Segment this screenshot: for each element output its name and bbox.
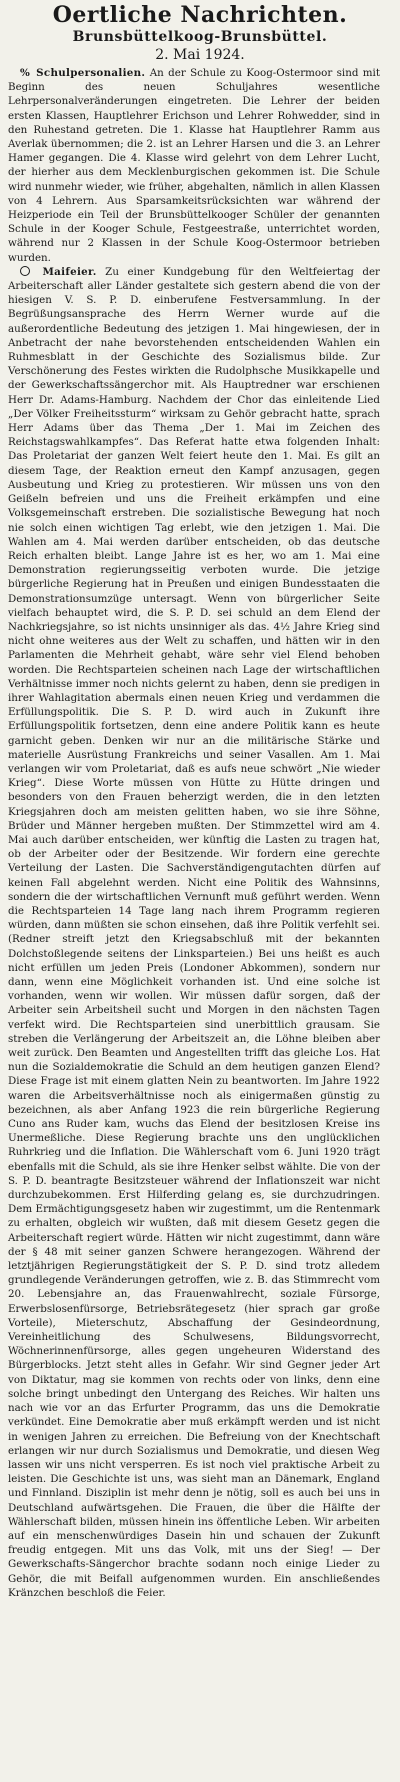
article-maifeier (8, 265, 380, 1600)
article-paragraph (8, 265, 380, 1600)
town-subheading: Brunsbüttelkoog-Brunsbüttel. (72, 29, 328, 45)
section-headline: Oertliche Nachrichten. (52, 2, 348, 28)
article-text: Zu einer Kundgebung für den Weltfeiertag der Arbeiterschaft aller Länder gestaltete sich gestern abend die von der hiesigen V. S. P. D. einberufene Festversammlung. In der Begrüßungsansprache des Herrn Werner wurde auf die außerordentliche Bedeutung des jetzigen 1. Mai hingewiesen, der in Anbetracht der nahe bevorstehenden entscheidenden Wahlen ein Ruhmesblatt in der Geschichte des Sozialismus bilde. Zur Verschönerung des Festes wirkten die Rudolphsche Musikkapelle und der Gewerkschaftssängerchor mit. Als Hauptredner war erschienen Herr Dr. Adams-Hamburg. Nachdem der Chor das einleitende Lied „Der Völker Freiheitssturm“ wirksam zu Gehör gebracht hatte, sprach Herr Adams über das Thema „Der 1. Mai im Zeichen des Reichstagswahlkampfes“. Das Referat hatte etwa folgenden Inhalt: Das Proletariat der ganzen Welt feiert heute den 1. Mai. Es gilt an diesem Tage, der Reaktion erneut den Kampf anzusagen, gegen Ausbeutung und Krieg zu protestieren. Wir müssen uns von den Geißeln befreien und uns die Freiheit erkämpfen und eine Volksgemeinschaft erstreben. Die sozialistische Bewegung hat noch nie solch einen wichtigen Tag erlebt, wie den jetzigen 1. Mai. Die Wahlen am 4. Mai werden darüber entscheiden, ob das deutsche Reich erhalten bleibt. Lange Jahre ist es her, wo am 1. Mai eine Demonstration regierungsseitig verboten wurde. Die jetzige bürgerliche Regierung hat in Preußen und einigen Bundesstaaten die Demonstrationsumzüge untersagt. Wenn von bürgerlicher Seite vielfach behauptet wird, die S. P. D. sei schuld an dem Elend der Nachkriegsjahre, so ist nichts unsinniger als das. 4½ Jahre Krieg sind nicht ohne weiteres aus der Welt zu schaffen, und hätten wir in den Parlamenten die Mehrheit gehabt, wäre sehr viel Elend behoben worden. Die Rechtsparteien scheinen nach Lage der wirtschaftlichen Verhältnisse immer noch nichts gelernt zu haben, denn sie predigen in ihrer Wahlagitation abermals einen neuen Krieg und verdammen die Erfüllungspolitik. Die S. P. D. wird auch in Zukunft ihre Erfüllungspolitik fortsetzen, denn eine andere Politik kann es heute garnicht geben. Denken wir nur an die militärische Stärke und materielle Ausrüstung Frankreichs und seiner Vasallen. Am 1. Mai verlangen wir vom Proletariat, daß es aufs neue schwört „Nie wieder Krieg“. Diese Worte müssen von Hütte zu Hütte dringen und besonders von den Frauen beherzigt werden, die in den letzten Kriegsjahren doch am meisten gelitten haben, wo sie ihre Söhne, Brüder und Männer hergeben mußten. Der Stimmzettel wird am 4. Mai auch darüber entscheiden, wer künftig die Lasten zu tragen hat, ob der Arbeiter oder der Besitzende. Wir fordern eine gerechte Verteilung der Lasten. Die Sachverständigengutachten dürfen auf keinen Fall abgelehnt werden. Nicht eine Politik des Wahnsinns, sondern die der wirtschaftlichen Vernunft muß geführt werden. Wenn die Rechtsparteien 14 Tage lang nach ihrem Programm regieren würden, dann müßten sie schon einsehen, daß ihre Politik verfehlt sei. (Redner streift jetzt den Kriegsabschluß mit der bekannten Dolchstoßlegende seitens der Linksparteien.) Bei uns heißt es auch nicht erfüllen um jeden Preis (Londoner Abkommen), sondern nur dann, wenn eine Möglichkeit vorhanden ist. Und eine solche ist vorhanden, wenn wir wollen. Wir müssen dafür sorgen, daß der Arbeiter sein Arbeitsheil sucht und Morgen in den nächsten Tagen verfekt wird. Die Rechtsparteien sind unerbittlich grausam. Sie streben die Verlängerung der Arbeitszeit an, die Löhne bleiben aber weit zurück. Den Beamten und Angestellten trifft das gleiche Los. Hat nun die Sozialdemokratie die Schuld an dem heutigen ganzen Elend? Diese Frage ist mit einem glatten Nein zu beantworten. Im Jahre 1922 waren die Arbeitsverhältnisse noch als einigermaßen günstig zu bezeichnen, als aber Anfang 1923 die rein bürgerliche Regierung Cuno ans Ruder kam, wuchs das Elend der besitzlosen Kreise ins Unermeßliche. Diese Regierung brachte uns den unglücklichen Ruhrkrieg und die Inflation. Die Wählerschaft vom 6. Juni 1920 trägt ebenfalls mit die Schuld, als sie ihre Henker selbst wählte. Die von der S. P. D. beantragte Besitzsteuer während der Inflationszeit war nicht durchzubekommen. Erst Hilferding gelang es, sie durchzudringen. Dem Ermächtigungsgesetz haben wir zugestimmt, um die Rentenmark zu erhalten, obgleich wir wußten, daß mit diesem Gesetz gegen die Arbeiterschaft regiert würde. Hätten wir nicht zugestimmt, dann wäre der § 48 mit seiner ganzen Schwere herangezogen. Während der letztjährigen Regierungstätigkeit der S. P. D. sind trotz alledem grundlegende Veränderungen getroffen, wie z. B. das Stimmrecht vom 20. Lebensjahre an, das Frauenwahlrecht, soziale Fürsorge, Erwerbslosenfürsorge, Betriebsrätegesetz (hier sprach gar große Vorteile), Mieterschutz, Abschaffung der Gesindeordnung, Vereinheitlichung des Schulwesens, Bildungsvorrecht, Wöchnerinnenfürsorge, alles gegen ungeheuren Widerstand des Bürgerblocks. Jetzt steht alles in Gefahr. Wir sind Gegner jeder Art von Diktatur, mag sie kommen von rechts oder von links, denn eine solche bringt unbedingt den Untergang des Reiches. Wir halten uns nach wie vor an das Erfurter Programm, das uns die Demokratie verkündet. Eine Demokratie aber muß erkämpft werden und ist nicht in wenigen Jahren zu erreichen. Die Befreiung von der Knechtschaft erlangen wir nur durch Sozialismus und Demokratie, und diesen Weg lassen wir uns nicht versperren. Es ist noch viel praktische Arbeit zu leisten. Die Geschichte ist uns, was sieht man an Dänemark, England und Finnland. Disziplin ist mehr denn je nötig, soll es auch bei uns in Deutschland aufwärtsgehen. Die Frauen, die über die Hälfte der Wählerschaft bilden, müssen hinein ins öffentliche Leben. Wir arbeiten auf ein menschenwürdiges Dasein hin und schauen der Zukunft freudig entgegen. Mit uns das Volk, mit uns der Sieg! — Der Gewerkschafts-Sängerchor brachte sodann noch einige Lieder zu Gehör, die mit Beifall aufgenommen wurden. Ein anschließendes Kränzchen beschloß die Feier. (8, 265, 380, 1599)
article-lead: Schulpersonalien. (36, 67, 146, 79)
section-header (0, 2, 400, 64)
issue-date: 2. Mai 1924. (155, 47, 245, 63)
circle-bullet-icon (20, 266, 30, 276)
article-lead: Maifeier. (42, 265, 97, 278)
article-marker: % (20, 67, 30, 79)
article-schulpersonalien (8, 66, 380, 265)
article-text: An der Schule zu Koog-Ostermoor sind mit Beginn des neuen Schuljahres wesentliche Lehrpersonalveränderungen eingetreten. Die Lehrer der beiden ersten Klassen, Hauptlehrer Erichson und Lehrer Rohwedder, sind in den Ruhestand getreten. Die 1. Klasse hat Hauptlehrer Ramm aus Averlak übernommen; die 2. ist an Lehrer Harsen und die 3. an Lehrer Hamer gegangen. Die 4. Klasse wird gelehrt von dem Lehrer Lucht, der hierher aus dem Mecklenburgischen gekommen ist. Die Schule wird nunmehr wieder, wie früher, abgehalten, nämlich in allen Klassen von 4 Lehrern. Aus Sparsamkeitsrücksichten war während der Heizperiode ein Teil der Brunsbüttelkooger Schüler der genannten Schule in der Kooger Schule, Festgeestraße, unterrichtet worden, während nur 2 Klassen in der Schule Koog-Ostermoor betrieben wurden. (8, 67, 380, 264)
article-paragraph (8, 66, 380, 265)
